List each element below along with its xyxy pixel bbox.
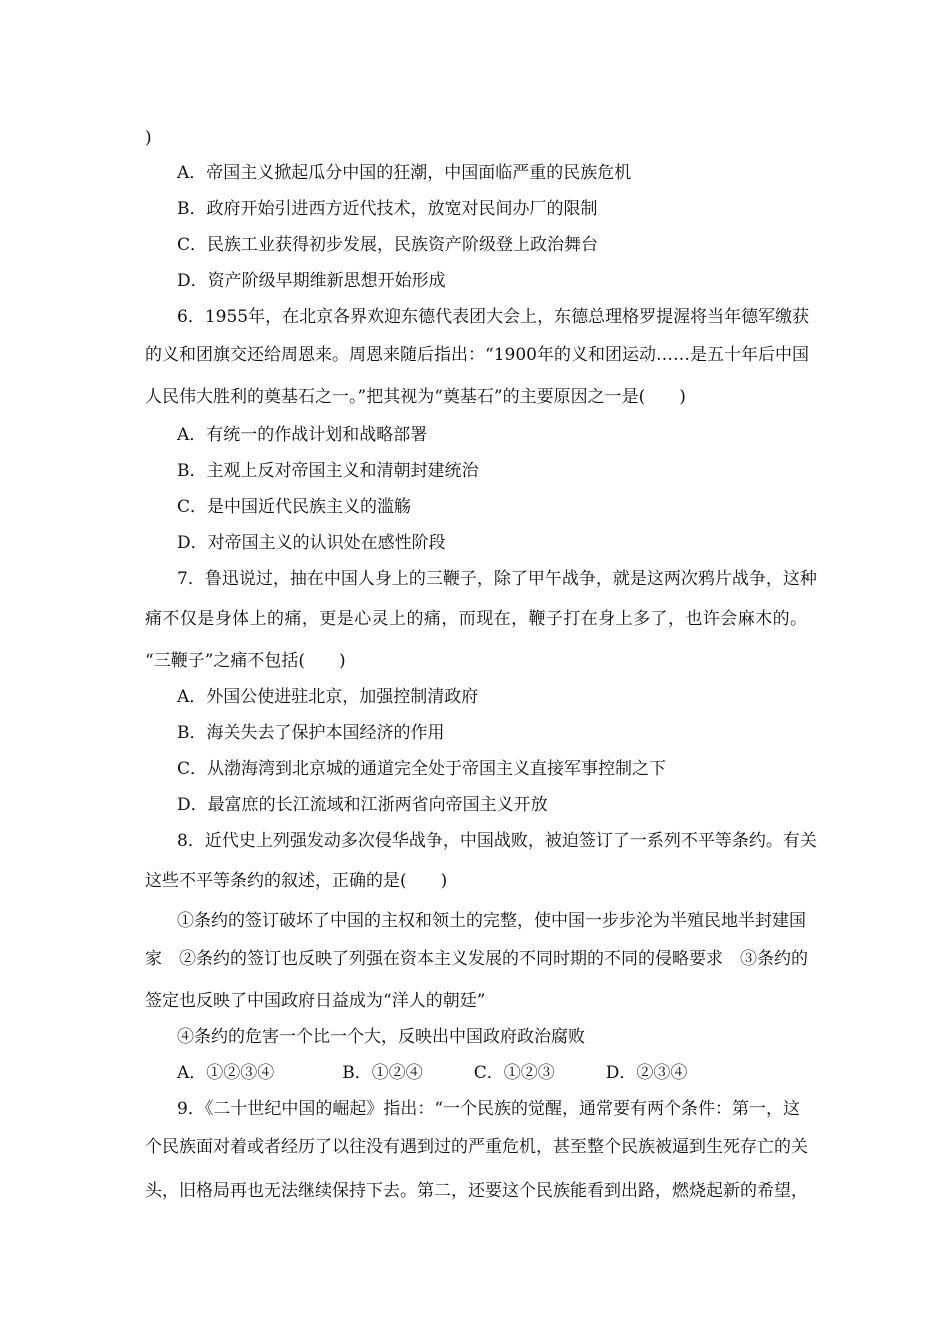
text-line: A．外国公使进驻北京，加强控制清政府 (177, 687, 479, 707)
text-line: A．帝国主义掀起瓜分中国的狂潮，中国面临严重的民族危机 (177, 163, 632, 183)
text-line: C．是中国近代民族主义的滥觞 (177, 497, 412, 517)
text-line: 人民伟大胜利的奠基石之一。”把其视为“奠基石”的主要原因之一是( ) (145, 387, 686, 407)
text-line: 6．1955年，在北京各界欢迎东德代表团大会上，东德总理格罗提渥将当年德军缴获 (177, 307, 810, 327)
text-line: 7．鲁迅说过，抽在中国人身上的三鞭子，除了甲午战争，就是这两次鸦片战争，这种 (177, 569, 817, 589)
text-line: 8．近代史上列强发动多次侵华战争，中国战败，被迫签订了一系列不平等条约。有关 (177, 831, 817, 851)
text-line: ④条约的危害一个比一个大，反映出中国政府政治腐败 (177, 1027, 585, 1047)
text-line: D．最富庶的长江流域和江浙两省向帝国主义开放 (177, 795, 548, 815)
text-line: 9．《二十世纪中国的崛起》指出：“一个民族的觉醒，通常要有两个条件：第一，这 (177, 1099, 801, 1119)
text-line: ①条约的签订破坏了中国的主权和领土的完整，使中国一步步沦为半殖民地半封建国 (177, 911, 806, 931)
text-line: 头，旧格局再也无法继续保持下去。第二，还要这个民族能看到出路，燃烧起新的希望， (145, 1181, 808, 1201)
text-line: 签定也反映了中国政府日益成为“洋人的朝廷” (145, 991, 486, 1011)
text-line: 痛不仅是身体上的痛，更是心灵上的痛，而现在，鞭子打在身上多了，也许会麻木的。 (145, 609, 807, 629)
text-line: C．民族工业获得初步发展，民族资产阶级登上政治舞台 (177, 235, 599, 255)
text-line: B．主观上反对帝国主义和清朝封建统治 (177, 461, 479, 481)
text-line: B．政府开始引进西方近代技术，放宽对民间办厂的限制 (177, 199, 598, 219)
text-line: ) (145, 128, 152, 148)
text-line: 这些不平等条约的叙述，正确的是( ) (145, 871, 448, 891)
text-line: B．海关失去了保护本国经济的作用 (177, 723, 445, 743)
text-line: 的义和团旗交还给周恩来。周恩来随后指出：“1900年的义和团运动……是五十年后中国 (145, 345, 809, 365)
text-line: C．从渤海湾到北京城的通道完全处于帝国主义直接军事控制之下 (177, 759, 667, 779)
text-line: A．①②③④ B．①②④ C．①②③ D．②③④ (177, 1063, 688, 1083)
text-line: 个民族面对着或者经历了以往没有遇到过的严重危机，甚至整个民族被逼到生死存亡的关 (145, 1137, 808, 1157)
text-line: 家 ②条约的签订也反映了列强在资本主义发展的不同时期的不同的侵略要求 ③条约的 (145, 949, 808, 969)
text-line: “三鞭子”之痛不包括( ) (145, 651, 346, 671)
text-line: D．资产阶级早期维新思想开始形成 (177, 271, 446, 291)
text-line: D．对帝国主义的认识处在感性阶段 (177, 533, 446, 553)
text-line: A．有统一的作战计划和战略部署 (177, 425, 428, 445)
